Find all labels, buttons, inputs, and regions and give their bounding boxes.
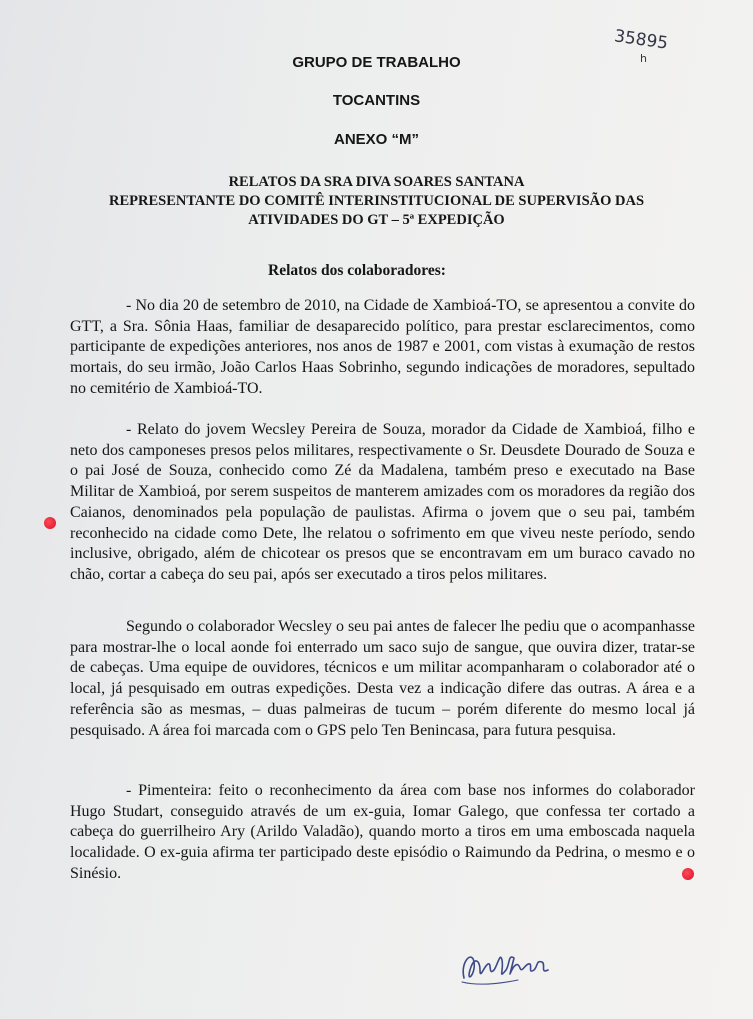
paragraph-1: - No dia 20 de setembro de 2010, na Cidade de Xambioá-TO, se apresentou a convite do GTT, a Sra. Sônia Haas, familiar de desaparecido político, para prestar esclarecimentos, como participante de expedições anteriores, nos anos de 1987 e 2001, com vistas à exumação de restos mortais, do seu irmão, João Carlos Haas Sobrinho, segundo indicações de moradores, sepultado no cemitério de Xambioá-TO. [70,297,695,397]
archive-stamp-sub: h [640,52,647,65]
paragraph-4: - Pimenteira: feito o reconhecimento da área com base nos informes do colaborador Hugo Studart, conseguido através de um ex-guia, Iomar Galego, que confessa ter cortado a cabeça do guerrilheiro Ary (Arildo Valadão), quando morto a tiros em uma emboscada naquela localidade. O ex-guia afirma ter participado deste episódio o Raimundo da Pedrina, o mesmo e o Sinésio. [70,782,695,882]
subtitle-line-2: REPRESENTANTE DO COMITÊ INTERINSTITUCIONAL DE SUPERVISÃO DAS [108,193,645,209]
red-dot-marker [682,868,694,880]
header-line-group: GRUPO DE TRABALHO [292,54,461,71]
red-dot-marker [44,517,56,529]
header-line-annex: ANEXO “M” [333,131,419,148]
handwritten-signature [458,940,553,990]
archive-stamp-number: 35895 [612,26,670,54]
paragraph-3: Segundo o colaborador Wecsley o seu pai antes de falecer lhe pediu que o acompanhasse para mostrar-lhe o local aonde foi enterrado um saco sujo de sangue, que ouvira dizer, tratar-se de cabeças. Uma equipe de ouvidores, técnicos e um militar acompanharam o colaborador até o local, já pesquisado em outras expedições. Desta vez a indicação difere das outras. A área e a referência são as mesmas, – duas palmeiras de tucum – porém diferente do mesmo local já pesquisado. A área foi marcada com o GPS pelo Ten Benincasa, para futura pesquisa. [70,618,695,739]
subtitle-line-1: RELATOS DA SRA DIVA SOARES SANTANA [228,174,525,190]
paragraph-2: - Relato do jovem Wecsley Pereira de Souza, morador da Cidade de Xambioá, filho e neto dos camponeses presos pelos militares, respectivamente o Sr. Deusdete Dourado de Souza e o pai José de Souza, conhecido como Zé da Madalena, também preso e executado na Base Militar de Xambioá, por serem suspeitos de manterem amizades com os moradores da região dos Caianos, denominados pela população de paulistas. Afirma o jovem que o seu pai, também reconhecido na cidade como Dete, lhe relatou o sofrimento em que viveu neste período, sendo inclusive, obrigado, além de chicotear os presos que se encontravam em um buraco cavado no chão, cortar a cabeça do seu pai, após ser executado a tiros pelos militares. [70,421,695,583]
section-title: Relatos dos colaboradores: [268,262,446,279]
header-line-state: TOCANTINS [332,92,421,109]
subtitle-line-3: ATIVIDADES DO GT – 5ª EXPEDIÇÃO [248,212,505,228]
